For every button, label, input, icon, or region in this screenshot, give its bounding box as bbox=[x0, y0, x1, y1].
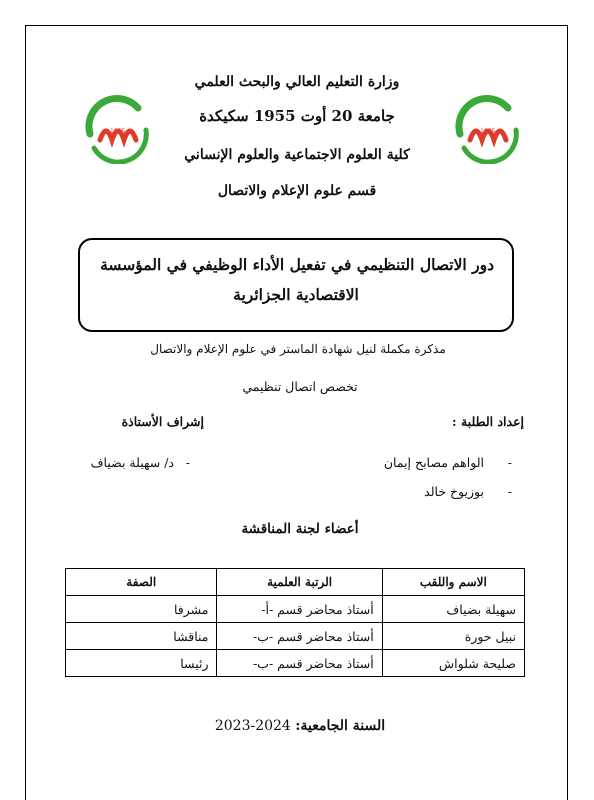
university-logo-right bbox=[450, 90, 524, 164]
thesis-title-box bbox=[78, 238, 514, 332]
academic-year-label: السنة الجامعية: bbox=[295, 718, 386, 734]
student-dash-1: - bbox=[507, 455, 512, 470]
academic-year-value: 2023-2024 bbox=[214, 718, 291, 734]
supervisor-dash: - bbox=[185, 455, 190, 470]
specialty: تخصص اتصال تنظيمي bbox=[242, 379, 358, 394]
member-name: سهيلة بضياف bbox=[382, 596, 524, 623]
student-name-1: الواهم مصابح إيمان bbox=[383, 455, 484, 470]
table-row bbox=[66, 596, 525, 623]
supervisor-name: د/ سهيلة بضياف bbox=[90, 455, 174, 470]
prepared-by-label: إعداد الطلبة : bbox=[452, 414, 524, 429]
member-role: رئيسا bbox=[66, 650, 217, 677]
member-name: صليحة شلواش bbox=[382, 650, 524, 677]
member-rank: أستاذ محاضر قسم -ب- bbox=[217, 623, 382, 650]
member-rank: أستاذ محاضر قسم -أ- bbox=[217, 596, 382, 623]
supervision-label: إشراف الأستاذة bbox=[121, 414, 204, 429]
student-name-2: بوزيوخ خالد bbox=[424, 484, 484, 499]
thesis-title-line1: دور الاتصال التنظيمي في تفعيل الأداء الوظيفي في المؤسسة bbox=[100, 255, 494, 274]
committee-heading: أعضاء لجنة المناقشة bbox=[241, 521, 359, 537]
university-name: جامعة 20 أوت 1955 سكيكدة bbox=[199, 107, 395, 125]
committee-table bbox=[65, 568, 525, 677]
thesis-title-line2: الاقتصادية الجزائرية bbox=[233, 285, 359, 304]
table-row bbox=[66, 650, 525, 677]
university-logo-left bbox=[80, 90, 154, 164]
ministry-name: وزارة التعليم العالي والبحث العلمي bbox=[194, 74, 400, 90]
thesis-subtitle: مذكرة مكملة لنيل شهادة الماستر في علوم الإعلام والاتصال bbox=[150, 342, 446, 356]
column-header-name: الاسم واللقب bbox=[382, 569, 524, 596]
member-name: نبيل حورة bbox=[382, 623, 524, 650]
column-header-rank: الرتبة العلمية bbox=[217, 569, 382, 596]
member-rank: أستاذ محاضر قسم -ب- bbox=[217, 650, 382, 677]
table-header-row bbox=[66, 569, 525, 596]
table-row bbox=[66, 623, 525, 650]
svg-text:1955: 1955 bbox=[110, 128, 126, 135]
column-header-role: الصفة bbox=[66, 569, 217, 596]
faculty-name: كلية العلوم الاجتماعية والعلوم الإنساني bbox=[184, 147, 410, 163]
student-dash-2: - bbox=[507, 484, 512, 499]
svg-text:1955: 1955 bbox=[480, 128, 496, 135]
member-role: مناقشا bbox=[66, 623, 217, 650]
member-role: مشرفا bbox=[66, 596, 217, 623]
department-name: قسم علوم الإعلام والاتصال bbox=[217, 183, 377, 199]
academic-year bbox=[210, 718, 390, 734]
